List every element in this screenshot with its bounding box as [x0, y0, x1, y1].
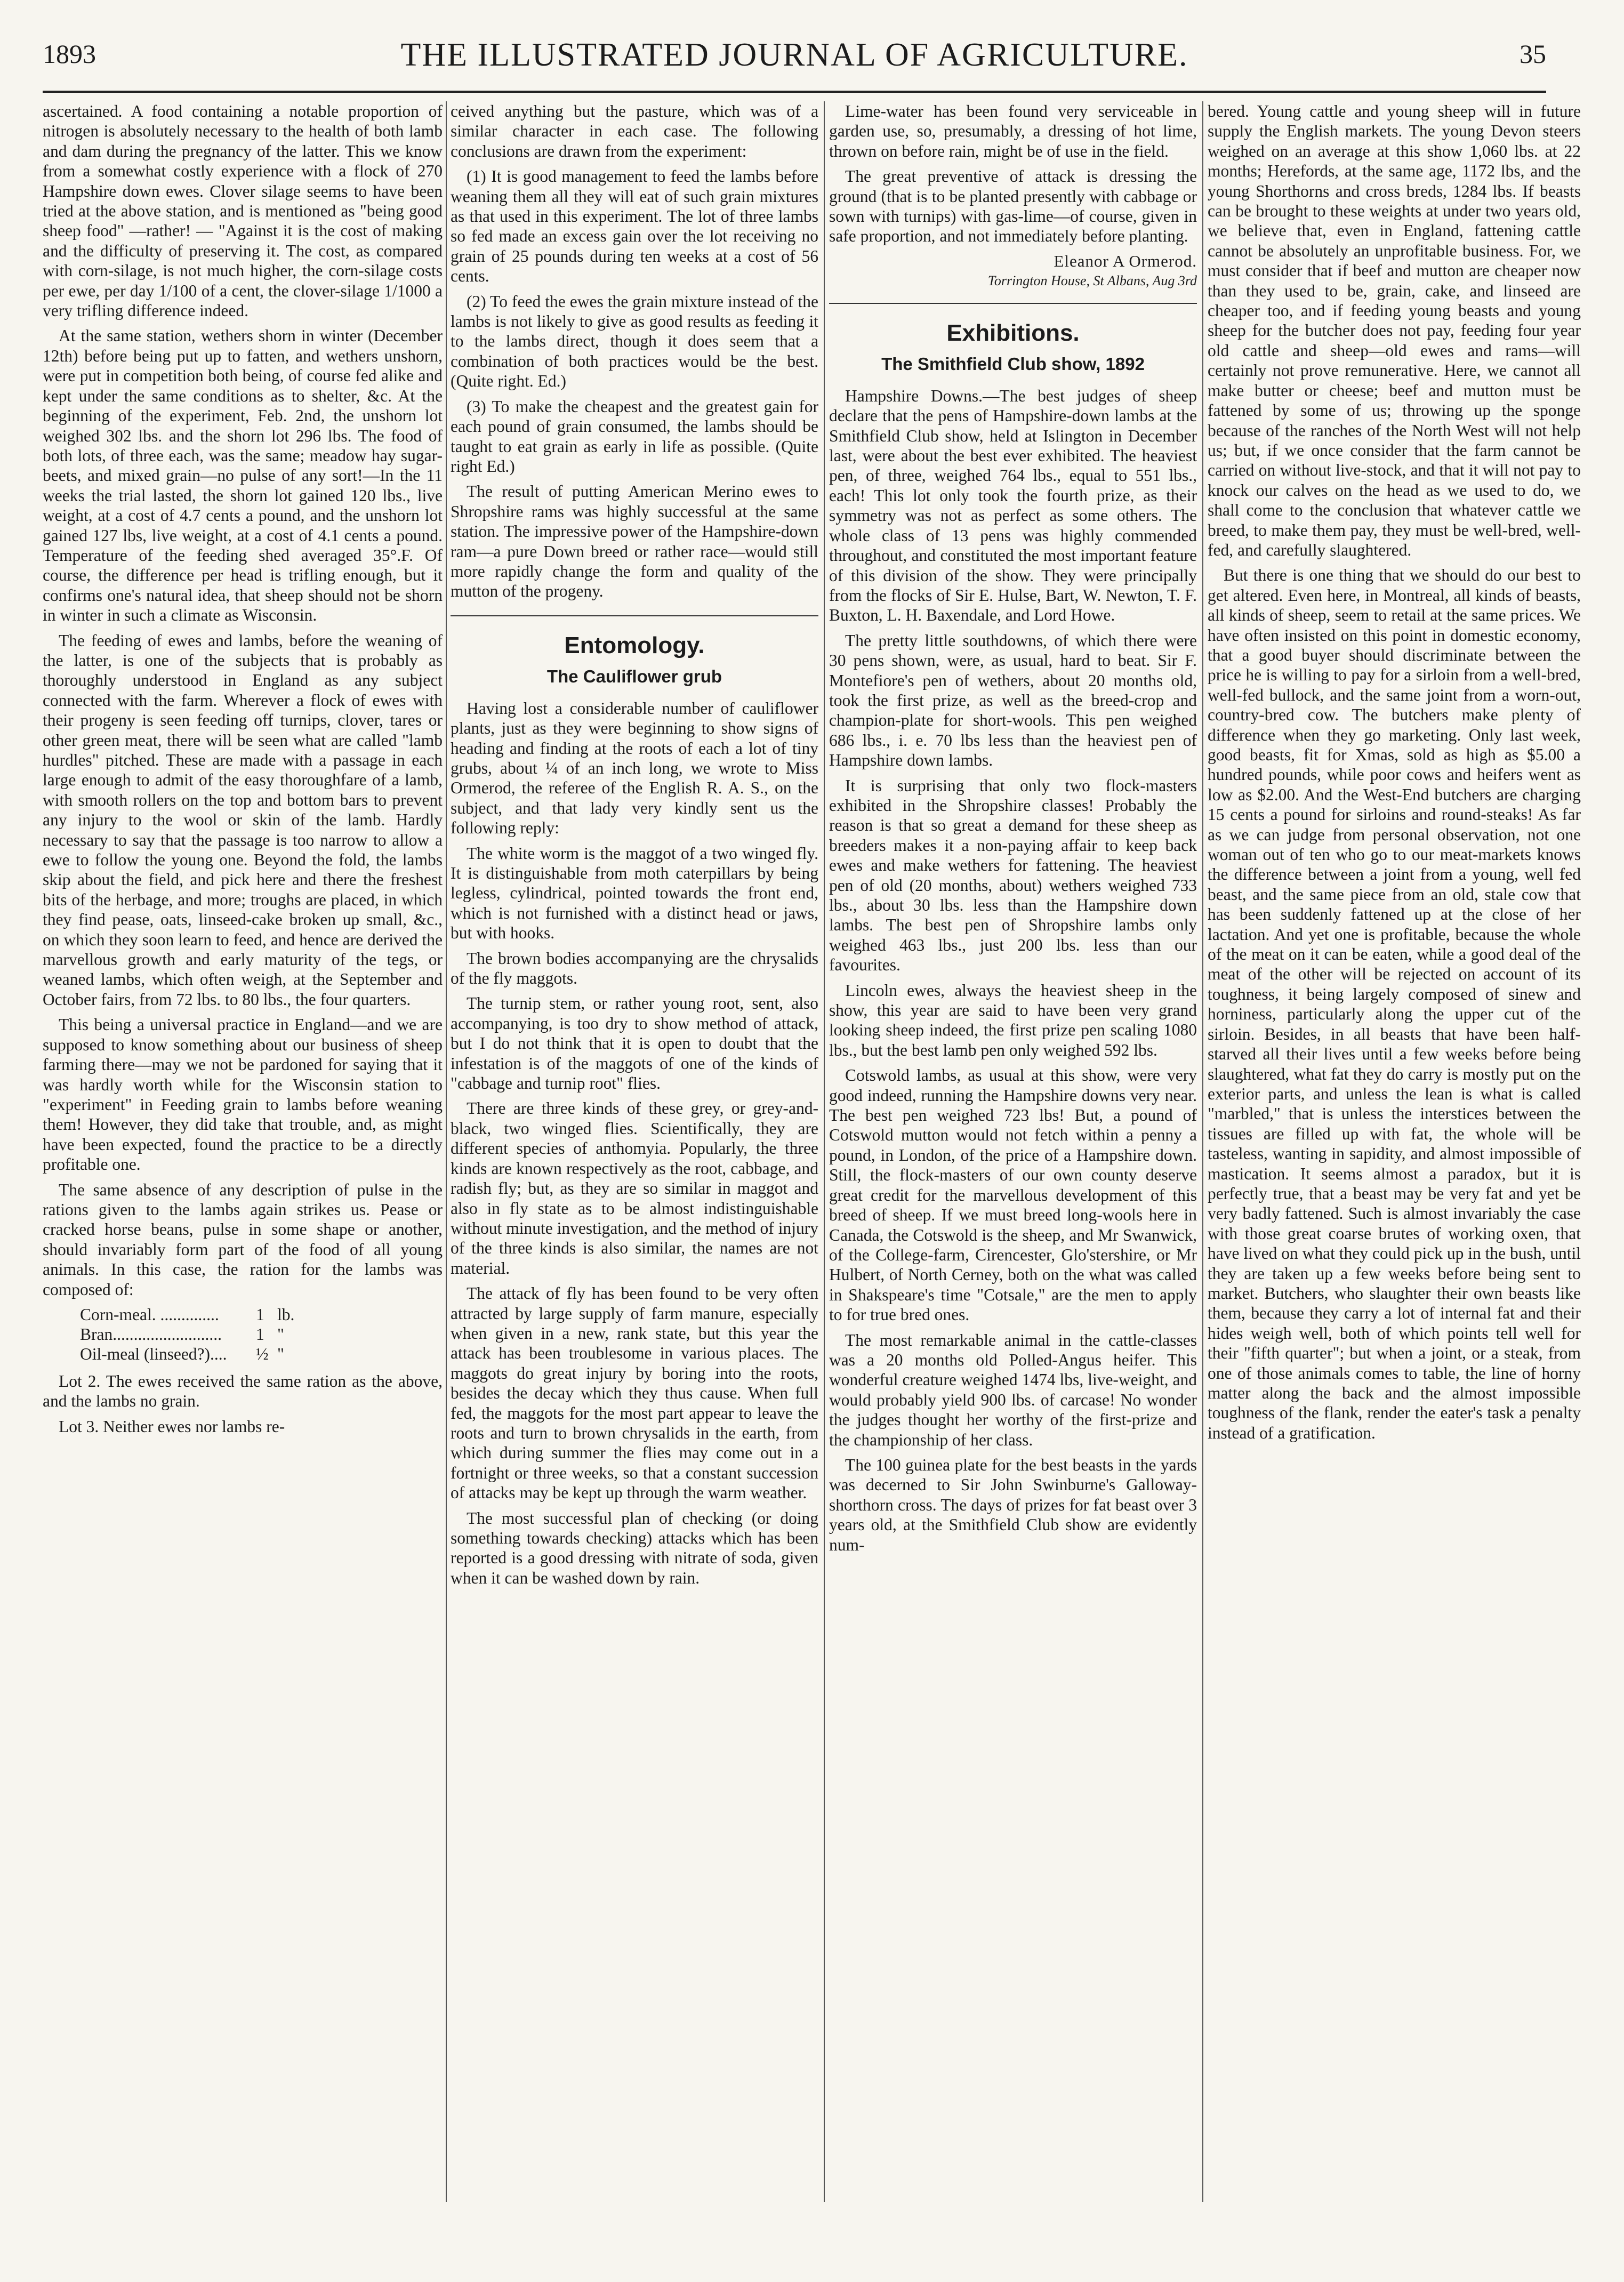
paragraph: Having lost a considerable number of cauliflower plants, just as they were beginning to show signs of heading and finding at the roots of each a lot of tiny grubs, about ¼ of an inch long, we wrote to Miss Ormerod, the referee of the English R. A. S., on the subject, and that lady very kindly sent us the following reply:: [451, 698, 818, 838]
paragraph: But there is one thing that we should do our best to get altered. Even here, in Montreal, all kinds of beasts, all kinds of sheep, seem to retail at the same prices. We have often insisted on this point in domestic economy, that a good buyer should discriminate between the price he is willing to pay for a sirloin from a well-bred, well-fed bullock, and the same joint from a worn-out, country-bred cow. The butchers make plenty of difference when they go marketing. Only last week, good beasts, fit for Xmas, sold as high as $5.00 a hundred pounds, while poor cows and heifers went as low as $2.00. And the West-End butchers are charging 15 cents a pound for sirloins and round-steaks! As far as we can judge from personal observation, not one woman out of ten who go to our meat-markets knows the difference between a joint from a young, well fed beast, and the same piece from an old, stale cow that has been suddenly fattened up at the close of her lactation. And yet one is profitable, because the whole of the meat on it can be eaten, while a good deal of the meat of the other will be rejected on account of its toughness, it being largely composed of sinew and horniness, particularly along the upper cut of the sirloin. Besides, in all beasts that have been half-starved all their lives until a few weeks before being slaughtered, what fat they do carry is mostly put on the exterior parts, and unless the lean is what is called "marbled," that is unless the interstices between the tissues are filled up with fat, the whole will be tasteless, wanting in sapidity, and almost impossible of mastication. It seems almost a paradox, but it is perfectly true, that a beast may be very fat and yet be very badly fattened. Such is almost invariably the case with those great coarse brutes of working oxen, that have lived on what they could pick up in the bush, until they are taken up a few weeks before being sent to market. Butchers, who slaughter their own beasts like them, because they carry a lot of internal fat and their hides weigh well, both of which points tell well for their "fifth quarter"; but when a joint, or a steak, from one of those animals comes to table, the line of horny matter along the back and the almost impossible toughness of the flank, render the eater's task a penalty instead of a gratification.: [1208, 566, 1581, 1442]
column-divider: [446, 101, 447, 2202]
paragraph: This being a universal practice in England—and we are supposed to know something about our business of sheep farming there—may we not be pardoned for saying that it was hardly worth while for the Wisconsin station to "experiment" in Feeding grain to lambs before weaning them! However, they did take that trouble, and, as might have been expected, found the practice to be a directly profitable one.: [43, 1015, 443, 1174]
ration-name: Oil-meal (linseed?)....: [80, 1344, 227, 1363]
paragraph: It is surprising that only two flock-masters exhibited in the Shropshire classes! Probably the reason is that so great a demand for these sheep as breeders makes it a non-paying affair to keep back ewes and make wethers for fattening. The heaviest pen of old (20 months, about) wethers weighed 733 lbs., about 30 lbs. less than the Hampshire down lambs. The best pen of Shropshire lambs only weighed 463 lbs., just 200 lbs. less than our favourites.: [829, 776, 1197, 975]
paragraph: (1) It is good management to feed the lambs before weaning them all they will eat of such grain mixtures as that used in this experiment. The lot of three lambs so fed made an excess gain over the lot receiving no grain of 25 pounds during ten weeks at a cost of 56 cents.: [451, 167, 818, 286]
paragraph: The brown bodies accompanying are the chrysalids of the fly maggots.: [451, 949, 818, 988]
article-heading-cauliflower: The Cauliflower grub: [546, 666, 722, 686]
paragraph: (2) To feed the ewes the grain mixture instead of the lambs is not likely to give as good results as feeding it to the lambs direct, though it does seem that a combination of both practices would be the best. (Quite right. Ed.): [451, 292, 818, 391]
paragraph: The most remarkable animal in the cattle-classes was a 20 months old Polled-Angus heifer. This wonderful creature weighed 1474 lbs, live-weight, and would probably yield 900 lbs. of carcase! No wonder the judges thought her worthy of the first-prize and the championship of her class.: [829, 1330, 1197, 1449]
article-heading-smithfield: The Smithfield Club show, 1892: [881, 353, 1145, 374]
ration-name: Corn-meal. ..............: [80, 1305, 219, 1324]
section-heading-exhibitions: Exhibitions.: [946, 319, 1080, 346]
ration-name: Bran..........................: [80, 1324, 222, 1344]
paragraph: The great preventive of attack is dressing the ground (that is to be planted presently with cabbage or sown with turnips) with gas-lime—of course, given in safe proportion, and not immediately before planting.: [829, 167, 1197, 246]
paragraph: bered. Young cattle and young sheep will in future supply the English markets. The young Devon steers weighed on an average at this show 1,060 lbs. at 22 months; Herefords, at the same age, 1172 lbs, and the young Shorthorns and cross breds, 1284 lbs. If beasts can be brought to these weights at under two years old, we believe that, even in England, fattening cattle cannot be absolutely an unprofitable business. For, we must consider that if beef and mutton are cheaper now than they used to be, grain, cake, and linseed are cheaper too, and if feeding young beasts and young sheep for the butcher does not pay, feeding four year old cattle and sheep—old ewes and rams—will certainly not prove remunerative. Here, we cannot all make butter or cheese; beef and mutton must be fattened by some of us; throwing up the sponge because of the ranches of the North West will not help us; but, if we once consider that the farm cannot be carried on without live-stock, and that it will not pay to knock our calves on the head as we used to do, we shall come to the conclusion that whatever cattle we breed, to make them pay, they must be well-bred, well-fed, and carefully slaughtered.: [1208, 102, 1581, 559]
ration-qty: 1: [256, 1324, 264, 1344]
section-heading-entomology: Entomology.: [564, 632, 705, 658]
header-rule: [43, 91, 1546, 93]
author-address: Torrington House, St Albans, Aug 3rd: [987, 272, 1197, 288]
column-1: [43, 101, 443, 2218]
ration-unit: lb.: [277, 1305, 295, 1324]
paragraph: Lincoln ewes, always the heaviest sheep in the show, this year are said to have been very grand looking sheep indeed, the first prize pen scaling 1080 lbs., but the best lamb pen only weighed 592 lbs.: [829, 981, 1197, 1059]
paragraph: The white worm is the maggot of a two winged fly. It is distinguishable from moth caterpillars by being legless, cylindrical, pointed towards the front end, which is not furnished with a distinct head or jaws, but with hooks.: [451, 843, 818, 943]
ration-qty: ½: [256, 1344, 269, 1363]
section-rule: [829, 303, 1197, 304]
author-signature: Eleanor A Ormerod.: [1054, 251, 1197, 270]
paragraph: Lime-water has been found very serviceable in garden use, so, presumably, a dressing of hot lime, thrown on before rain, might be of use in the field.: [829, 102, 1197, 160]
ration-row: [80, 1344, 443, 1364]
ration-row: [80, 1324, 443, 1344]
paragraph: Lot 3. Neither ewes nor lambs re-: [59, 1417, 285, 1436]
paragraph: The result of putting American Merino ewes to Shropshire rams was highly successful at the same station. The impressive power of the Hampshire-down ram—a pure Down breed or rather race—would still more rapidly change the form and quality of the mutton of the progeny.: [451, 482, 818, 601]
paragraph: The pretty little southdowns, of which there were 30 pens shown, were, as usual, hard to beat. Sir F. Montefiore's pen of wethers, about 20 months old, took the first prize, as well as the breed-crop and champion-plate for short-wools. This pen weighed 686 lbs., i. e. 70 lbs less than the heaviest pen of Hampshire down lambs.: [829, 631, 1197, 770]
ration-row: [80, 1305, 443, 1324]
page-header: [43, 32, 1546, 91]
paragraph: Cotswold lambs, as usual at this show, were very good indeed, running the Hampshire downs very near. The best pen weighed 723 lbs! But, a pound of Cotswold mutton would not fetch within a penny a pound, in London, of the price of a Hampshire down. Still, the flock-masters of our own county deserve great credit for the marvellous development of this breed of sheep. If we must breed long-wools here in Canada, the Cotswold is the sheep, and Mr Swanwick, of the College-farm, Cirencester, Glo'stershire, or Mr Hulbert, of North Cerney, both on the what was called in Shakspeare's time "Cotsale," are the men to apply to for true bred ones.: [829, 1066, 1197, 1324]
column-divider: [1202, 101, 1203, 2202]
paragraph: The most successful plan of checking (or doing something towards checking) attacks which has been reported is a good dressing with nitrate of soda, given when it can be washed down by rain.: [451, 1508, 818, 1587]
paragraph: ascertained. A food containing a notable proportion of nitrogen is absolutely necessary to the health of both lamb and dam during the pregnancy of the latter. This we know from a somewhat costly experience with a flock of 270 Hampshire down ewes. Clover silage seems to have been tried at the above station, and is mentioned as "being good sheep food" —rather! — "Against it is the cost of making and the difficulty of preserving it. The cost, as compared with corn-silage, is not much higher, the corn-silage costs per ewe, per day 1/100 of a cent, the clover-silage 1/1000 a very trifling difference indeed.: [43, 102, 443, 320]
paragraph: The turnip stem, or rather young root, sent, also accompanying, is too dry to show method of attack, but I do not think that it is open to doubt that the infestation is of the maggots of one of the kinds of "cabbage and turnip root" flies.: [451, 994, 818, 1093]
ration-unit: ": [277, 1324, 284, 1344]
journal-title: THE ILLUSTRATED JOURNAL OF AGRICULTURE.: [400, 37, 1188, 73]
paragraph: The same absence of any description of pulse in the rations given to the lambs again strikes us. Pease or cracked horse beans, pulse in some shape or another, should invariably form part of the food of all young animals. In this case, the ration for the lambs was composed of:: [43, 1180, 443, 1299]
column-4: [1208, 101, 1581, 2218]
paragraph: Hampshire Downs.—The best judges of sheep declare that the pens of Hampshire-down lambs at the Smithfield Club show, held at Islington in December last, were about the best ever exhibited. The heaviest pen, of three, weighed 764 lbs., equal to 551 lbs., each! This lot only took the fourth prize, as their symmetry was not as perfect as some others. The whole class of 13 pens was highly commended throughout, and constituted the most important feature of this division of the show. They were principally from the flocks of Sir E. Hulse, Bart, W. Newton, T. F. Buxton, L. H. Baxendale, and Lord Howe.: [829, 386, 1197, 625]
page-number: 35: [1520, 39, 1546, 69]
paragraph: There are three kinds of these grey, or grey-and-black, two winged flies. Scientifically, they are different species of anthomyia. Popularly, the three kinds are known respectively as the root, cabbage, and radish fly; but, as they are so similar in maggot and also in fly state as to be almost indistinguishable without minute investigation, and the method of injury of the three kinds is also similar, the names are not material.: [451, 1099, 818, 1277]
paragraph: At the same station, wethers shorn in winter (December 12th) before being put up to fatten, and wethers unshorn, were put in competition both being, of course fed alike and kept under the same conditions as to shelter, &c. At the beginning of the experiment, Feb. 2nd, the unshorn lot weighed 302 lbs. and the shorn lot 296 lbs. The food of both lots, of three each, was the same; meadow hay sugar-beets, and mixed grain—no pulse of any sort!—In the 11 weeks the trial lasted, the shorn lot gained 120 lbs., live weight, at a cost of 4.7 cents a pound, and the unshorn lot gained 127 lbs, live weight, at a cost of 4.1 cents a pound. Temperature of the feeding shed averaged 35°.F. Of course, the difference per head is trifling enough, but it confirms one's natural idea, that sheep should not be shorn in winter in such a climate as Wisconsin.: [43, 326, 443, 625]
paragraph: ceived anything but the pasture, which was of a similar character in each case. The following conclusions are drawn from the experiment:: [451, 102, 818, 160]
paragraph: Lot 2. The ewes received the same ration as the above, and the lambs no grain.: [43, 1371, 443, 1411]
page-year: 1893: [43, 39, 96, 69]
paragraph: The attack of fly has been found to be very often attracted by large supply of farm manure, especially when given in a new, rank state, but this year the attack has been troublesome in various places. The maggots do great injury by boring into the roots, besides the decay which they thus cause. When full fed, the maggots for the most part appear to leave the roots and turn to brown chrysalids in the earth, from which during summer the flies may come out in a fortnight or three weeks, so that a constant succession of attacks may be kept up through the warm weather.: [451, 1284, 818, 1502]
column-divider: [824, 101, 825, 2202]
section-rule: [451, 615, 818, 616]
paragraph: (3) To make the cheapest and the greatest gain for each pound of grain consumed, the lambs should be taught to eat grain as early in life as possible. (Quite right Ed.): [451, 397, 818, 476]
ration-qty: 1: [256, 1305, 264, 1324]
ration-table: [80, 1305, 443, 1364]
column-2: [451, 101, 818, 2218]
paragraph: The feeding of ewes and lambs, before the weaning of the latter, is one of the subjects that is probably as thoroughly understood in England as any subject connected with the farm. Wherever a flock of ewes with their progeny is seen feeding off turnips, clover, tares or other green meat, there will be seen what are called "lamb hurdles" pitched. These are made with a passage in each large enough to admit of the easy thoroughfare of a lamb, with smooth rollers on the top and bottom bars to prevent any injury to the wool or skin of the lamb. Hardly necessary to say that the passage is too narrow to allow a ewe to follow the young one. Beyond the fold, the lambs skip about the field, and pick here and there the freshest bits of the herbage, and more; troughs are placed, in which they find pease, oats, linseed-cake broken up small, &c., on which they soon learn to feed, and hence are derived the marvellous growth and early maturity of the tegs, or weaned lambs, which often weigh, at the September and October fairs, from 72 lbs. to 80 lbs., the four quarters.: [43, 631, 443, 1009]
ration-unit: ": [277, 1344, 284, 1363]
paragraph: The 100 guinea plate for the best beasts in the yards was decerned to Sir John Swinburne's Galloway-shorthorn cross. The days of prizes for fat beast over 3 years old, at the Smithfield Club show are evidently num-: [829, 1455, 1197, 1554]
column-3: [829, 101, 1197, 2218]
